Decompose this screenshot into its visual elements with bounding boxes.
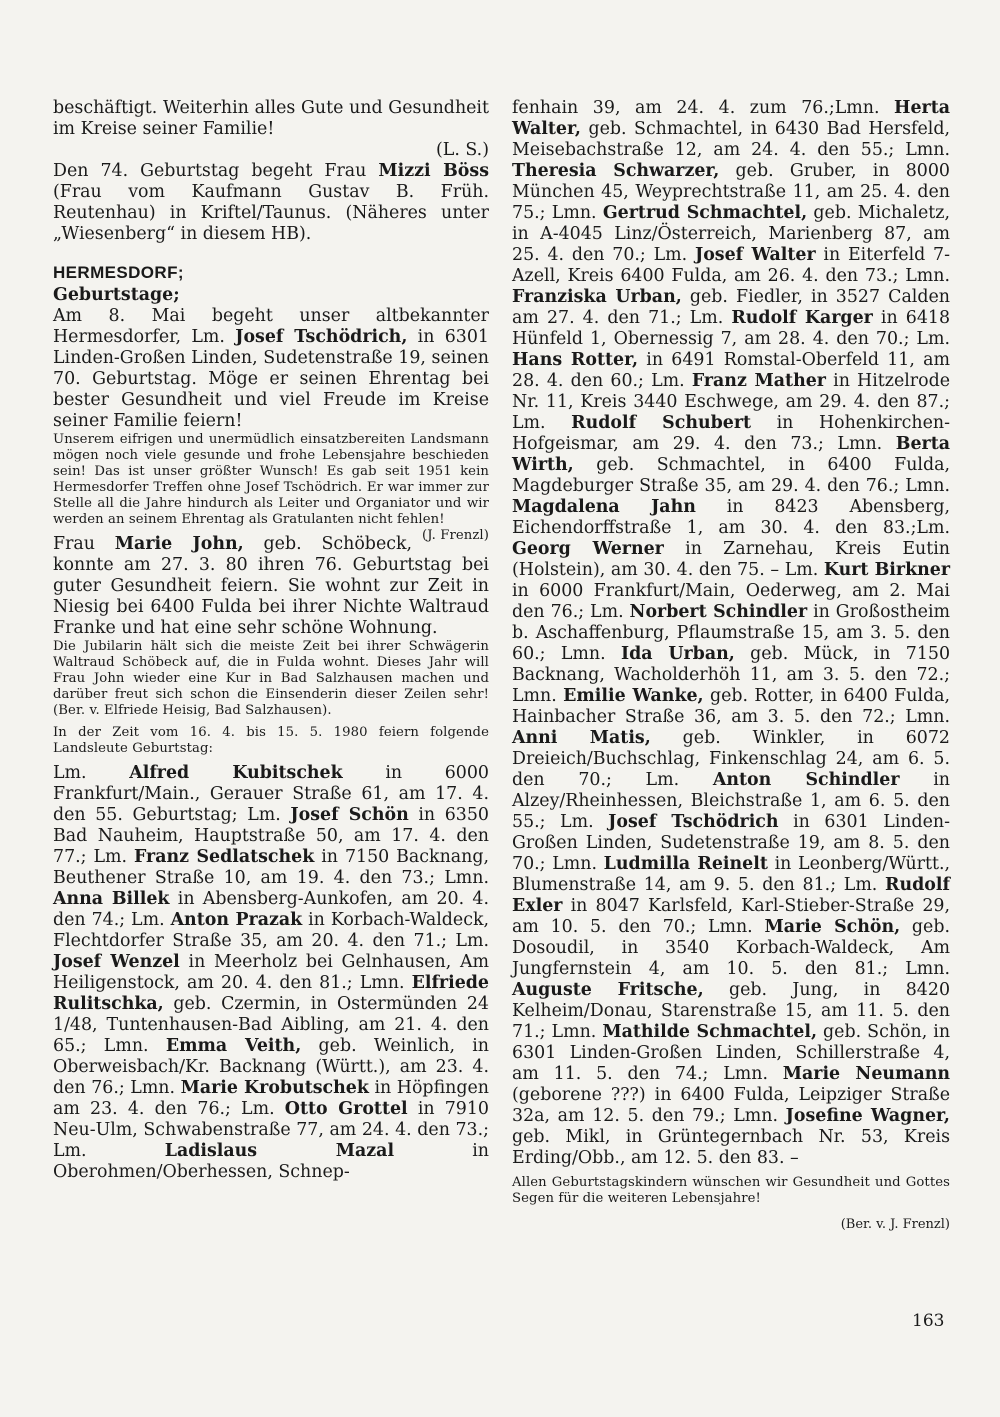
boess-paragraph [53, 161, 489, 245]
text-run: in 6418 Hünfeld 1, Obernessig 7, am 28. 4. den 70.; Lm. [512, 308, 951, 349]
tschoedrich-paragraph [53, 306, 489, 432]
person-name: Anna Billek [53, 889, 170, 909]
person-name: Alfred Kubitschek [129, 763, 343, 783]
person-name: Marie Krobutschek [180, 1078, 369, 1098]
text-run: in 6491 Romstal-Oberfeld 11, am 28. 4. den 60.; Lm. [512, 350, 950, 391]
person-name: Josefine Wagner, [785, 1106, 950, 1126]
text-run: geb. Mikl, in Grüntegernbach Nr. 53, Kreis Erding/Obb., am 12. 5. den 83. – [512, 1127, 950, 1168]
text-run: (Frau vom Kaufmann Gustav B. Früh. Reutenhau) in Kriftel/Taunus. (Näheres unter „Wiesenberg“ in diesem HB). [53, 182, 489, 244]
text-run: geb. Schmachtel, in 6430 Bad Hersfeld, Meisebachstraße 12, am 24. 4. den 55.; Lmn. [512, 119, 950, 160]
intro-signature: (L. S.) [436, 140, 489, 160]
intro-text: beschäftigt. Weiterhin alles Gute und Gesundheit im Kreise seiner Familie! [53, 98, 489, 139]
text-run: geb. Michaletz, in A-4045 Linz/Österreich, Marienberg 87, am 25. 4. den 70.; Lm. [512, 203, 950, 265]
text-run: in Abensberg-Aunkofen, am 20. 4. den 74.; Lm. [53, 889, 489, 930]
person-name: Josef Wenzel [53, 952, 180, 972]
john-small-paragraph: Die Jubilarin hält sich die meiste Zeit bei ihrer Schwägerin Waltraud Schöbeck auf, die in Fulda wohnt. Dieses Jahr will Frau John wieder eine Kur in Bad Salzhausen machen und darüber freut sich schon die Einsenderin dieser Zeilen sehr! (Ber. v. Elfriede Heisig, Bad Salzhausen). [53, 639, 489, 718]
person-name: Otto Grottel [284, 1099, 408, 1119]
person-name: Ladislaus Mazal [164, 1141, 395, 1161]
text-run: in 6000 Frankfurt/Main., Gerauer Straße 61, am 17. 4. den 55. Geburtstag; Lm. [53, 763, 489, 825]
person-name: Rudolf Exler [512, 875, 950, 916]
text-run: geb. Rotter, in 6400 Fulda, Hainbacher Straße 36, am 3. 5. den 72.; Lmn. [512, 686, 950, 727]
person-name: Josef Schön [290, 805, 409, 825]
text-run: in Leonberg/Württ., Blumenstraße 14, am 9. 5. den 81.; Lm. [512, 854, 950, 895]
text-run: geb. Winkler, in 6072 Dreieich/Buchschlag, Finkenschlag 24, am 6. 5. den 70.; Lm. [512, 728, 950, 790]
person-name: Marie John, [114, 534, 244, 554]
person-name: Marie Neumann [782, 1064, 950, 1084]
person-name: Kurt Birkner [823, 560, 950, 580]
text-run: geb. Mück, in 7150 Backnang, Wacholderhöh 11, am 3. 5. den 72.; Lmn. [512, 644, 951, 706]
person-name: Ludmilla Reinelt [603, 854, 768, 874]
person-name: Franz Mather [691, 371, 826, 391]
person-name: Anni Matis, [512, 728, 651, 748]
person-name: Franziska Urban, [512, 287, 682, 307]
person-name: Rudolf Karger [731, 308, 873, 328]
closing-text: Allen Geburtstagskindern wünschen wir Gesundheit und Gottes Segen für die weiteren Lebensjahre! [512, 1175, 950, 1206]
intro-paragraph [53, 98, 489, 140]
tschoedrich-signature: (J. Frenzl) [422, 528, 489, 543]
birthday-list-left [53, 763, 489, 1183]
person-name: Josef Tschödrich, [235, 327, 408, 347]
person-name: Rudolf Schubert [571, 413, 752, 433]
text-run: Den 74. Geburtstag begeht Frau [53, 161, 379, 181]
text-run: geb. Jung, in 8420 Kelheim/Donau, Starenstraße 15, am 11. 5. den 71.; Lmn. [512, 980, 951, 1042]
list-intro: In der Zeit vom 16. 4. bis 15. 5. 1980 feiern folgende Landsleute Geburtstag: [53, 725, 489, 756]
john-paragraph [53, 534, 489, 639]
birthday-list-right [512, 98, 950, 1169]
text-run: fenhain 39, am 24. 4. zum 76.;Lmn. [512, 98, 895, 118]
page-number: 163 [912, 1311, 945, 1331]
person-name: Josef Walter [694, 245, 816, 265]
text-run: in 6000 Frankfurt/Main, Oederweg, am 2. Mai den 76.; Lm. [512, 581, 950, 622]
left-column [53, 98, 489, 1183]
text-run: in 8047 Karlsfeld, Karl-Stieber-Straße 29, am 10. 5. den 70.; Lmn. [512, 896, 950, 937]
text-run: in Meerholz bei Gelnhausen, Am Heiligenstock, am 20. 4. den 81.; Lmn. [53, 952, 489, 993]
person-name: Hans Rotter, [512, 350, 639, 370]
subheading: Geburtstage; [53, 285, 180, 305]
text-run: geb. Dosoudil, in 3540 Korbach-Waldeck, Am Jungfernstein 4, am 10. 5. den 81.; Lmn. [512, 917, 950, 979]
text-run: in 8423 Abensberg, Eichendorffstraße 1, am 30. 4. den 83.;Lm. [512, 497, 950, 538]
right-column [512, 98, 950, 1245]
text-run: in Alzey/Rheinhessen, Bleichstraße 1, am 6. 5. den 55.; Lm. [512, 770, 950, 832]
closing-signature: (Ber. v. J. Frenzl) [840, 1217, 950, 1232]
person-name: Marie Schön, [764, 917, 901, 937]
text-run: in 7150 Backnang, Beuthener Straße 10, am 19. 4. den 73.; Lmn. [53, 847, 489, 888]
text-run: in Hohenkirchen-Hofgeismar, am 29. 4. den 73.; Lmn. [512, 413, 950, 454]
person-name: Norbert Schindler [629, 602, 808, 622]
text-run: in Zarnehau, Kreis Eutin (Holstein), am 30. 4. den 75. – Lm. [512, 539, 950, 580]
text-run: Frau [53, 534, 115, 554]
person-name: Herta Walter, [512, 98, 950, 139]
person-name: Franz Sedlatschek [133, 847, 315, 867]
text-run: in Korbach-Waldeck, Flechtdorfer Straße 35, am 20. 4. den 71.; Lm. [53, 910, 490, 951]
text-run: in Großostheim b. Aschaffenburg, Pflaumstraße 15, am 3. 5. den 60.; Lmn. [512, 602, 951, 664]
text-run: in 6350 Bad Nauheim, Hauptstraße 50, am 17. 4. den 77.; Lm. [53, 805, 489, 867]
person-name: Magdalena Jahn [512, 497, 696, 517]
text-run: geb. Schmachtel, in 6400 Fulda, Magdeburger Straße 35, am 29. 4. den 76.; Lmn. [512, 455, 950, 496]
text-run: (geborene ???) in 6400 Fulda, Leipziger Straße 32a, am 12. 5. den 79.; Lmn. [512, 1085, 950, 1126]
text-run: in Höpfingen am 23. 4. den 76.; Lm. [53, 1078, 489, 1119]
section-heading: HERMESDORF; [53, 263, 184, 282]
text-run: geb. Weinlich, in Oberweisbach/Kr. Backnang (Württ.), am 23. 4. den 76.; Lmn. [53, 1036, 489, 1098]
person-name: Theresia Schwarzer, [512, 161, 720, 181]
person-name: Georg Werner [512, 539, 664, 559]
text-run: in Eiterfeld 7-Azell, Kreis 6400 Fulda, am 26. 4. den 73.; Lmn. [512, 245, 951, 286]
text-run: geb. Schön, in 6301 Linden-Großen Linden, Schillerstraße 4, am 11. 5. den 74.; Lmn. [512, 1022, 951, 1084]
text-run: in Hitzelrode Nr. 11, Kreis 3440 Eschwege, am 29. 4. den 87.; Lm. [512, 371, 951, 433]
text-run: in 6301 Linden-Großen Linden, Sudetenstraße 19, seinen 70. Geburtstag. Möge er seinen Ehrentag bei bester Gesundheit und viel Freude im Kreise seiner Familie feiern! [53, 327, 489, 431]
text-run: in 7910 Neu-Ulm, Schwabenstraße 77, am 24. 4. den 73.; Lm. [53, 1099, 489, 1161]
text-run: Lm. [53, 763, 130, 783]
person-name: Berta Wirth, [512, 434, 950, 475]
text-run: Am 8. Mai begeht unser altbekannter Hermesdorfer, Lm. [53, 306, 489, 347]
person-name: Gertrud Schmachtel, [602, 203, 808, 223]
person-name: Auguste Fritsche, [512, 980, 704, 1000]
text-run: geb. Schöbeck, konnte am 27. 3. 80 ihren 76. Geburtstag bei guter Gesundheit feiern. Sie wohnt zur Zeit in Niesig bei 6400 Fulda bei ihrer Nichte Waltraud Franke und hat eine sehr schöne Wohnung. [53, 534, 489, 638]
person-name: Anton Schindler [712, 770, 900, 790]
text-run: in Oberohmen/Oberhessen, Schnep- [53, 1141, 489, 1182]
person-name: Anton Prazak [170, 910, 303, 930]
person-name: Elfriede Rulitschka, [53, 973, 489, 1014]
person-name: Emilie Wanke, [563, 686, 704, 706]
text-run: geb. Fiedler, in 3527 Calden am 27. 4. den 71.; Lm. [512, 287, 950, 328]
person-name: Emma Veith, [165, 1036, 302, 1056]
tschoedrich-small-paragraph [53, 432, 489, 543]
person-name: Mizzi Böss [378, 161, 489, 181]
person-name: Ida Urban, [620, 644, 735, 664]
person-name: Mathilde Schmachtel, [602, 1022, 818, 1042]
text-run: in 6301 Linden-Großen Linden, Sudetenstraße 19, am 8. 5. den 70.; Lmn. [512, 812, 951, 874]
text-run: geb. Gruber, in 8000 München 45, Weyprechtstraße 11, am 25. 4. den 75.; Lmn. [512, 161, 950, 223]
text-run: Unserem eifrigen und unermüdlich einsatzbereiten Landsmann mögen noch viele gesunde und frohe Lebensjahre beschieden sein! Das ist unser größter Wunsch! Es gab seit 1951 kein Hermesdorfer Treffen ohne Josef Tschödrich. Er war immer zur Stelle all die Jahre hindurch als Leiter und Organiator und wir werden an seinem Ehrentag als Gratulanten nicht fehlen! [53, 432, 489, 527]
text-run: geb. Czermin, in Ostermünden 24 1/48, Tuntenhausen-Bad Aibling, am 21. 4. den 65.; Lmn. [53, 994, 489, 1056]
person-name: Josef Tschödrich [608, 812, 779, 832]
